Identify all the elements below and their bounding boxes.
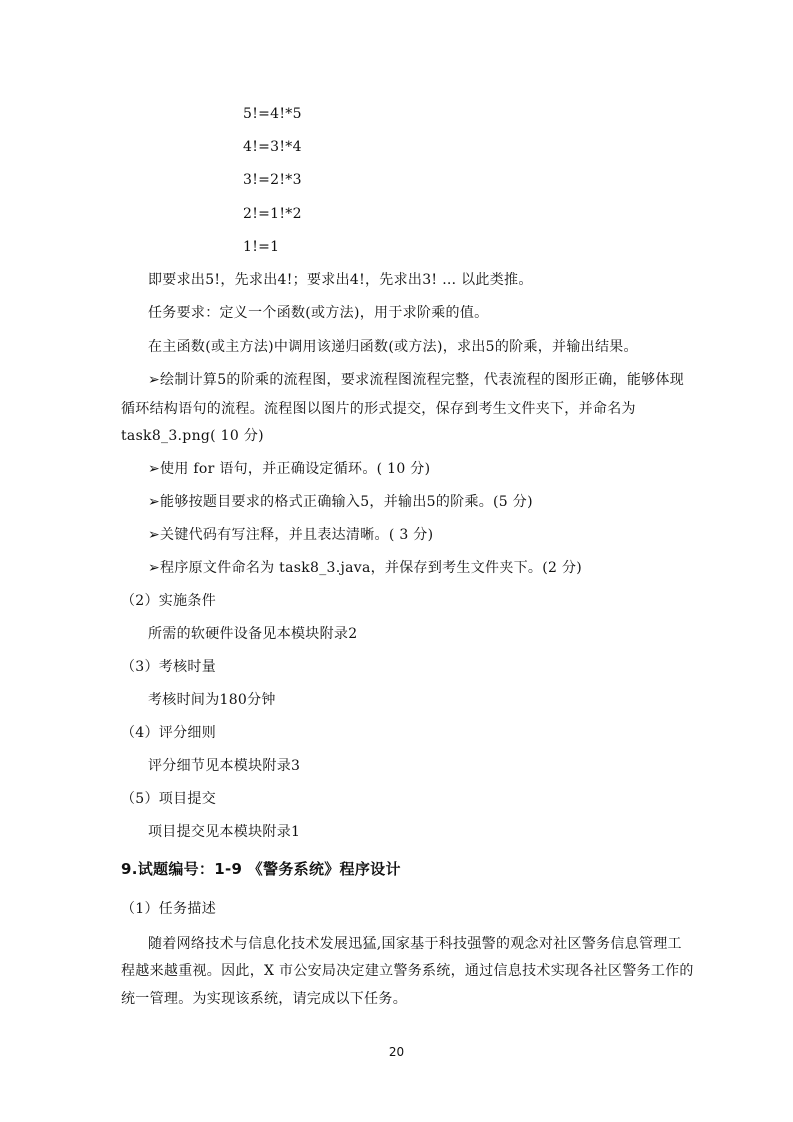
flowchart-requirement-line-1: ➢绘制计算5的阶乘的流程图，要求流程图流程完整，代表流程的图形正确，能够体现 [148, 372, 685, 388]
main-call-paragraph: 在主函数(或主方法)中调用该递归函数(或方法)，求出5的阶乘，并输出结果。 [148, 339, 638, 355]
flowchart-requirement-line-3: task8_3.png( 10 分) [121, 428, 264, 444]
scoring-title: （4）评分细则 [121, 725, 217, 741]
scoring-text: 评分细节见本模块附录3 [148, 758, 301, 774]
time-title: （3）考核时量 [121, 659, 217, 675]
for-loop-requirement: ➢使用 for 语句，并正确设定循环。( 10 分) [148, 461, 431, 477]
analogy-paragraph: 即要求出5!，先求出4!；要求出4!，先求出3! … 以此类推。 [148, 272, 533, 288]
submit-text: 项目提交见本模块附录1 [148, 824, 301, 840]
factorial-line-5: 1!=1 [243, 239, 280, 255]
description-line-3: 统一管理。为实现该系统，请完成以下任务。 [121, 991, 407, 1007]
time-text: 考核时间为180分钟 [148, 692, 276, 708]
factorial-line-2: 4!=3!*4 [243, 139, 302, 155]
page-number: 20 [388, 1045, 405, 1059]
conditions-text: 所需的软硬件设备见本模块附录2 [148, 626, 358, 642]
description-line-1: 随着网络技术与信息化技术发展迅猛,国家基于科技强警的观念对社区警务信息管理工 [148, 936, 682, 952]
submit-title: （5）项目提交 [121, 791, 217, 807]
file-name-requirement: ➢程序原文件命名为 task8_3.java，并保存到考生文件夹下。(2 分) [148, 560, 583, 576]
factorial-line-1: 5!=4!*5 [243, 106, 302, 122]
question-9-heading: 9.试题编号：1-9 《警务系统》程序设计 [121, 860, 401, 878]
flowchart-requirement-line-2: 循环结构语句的流程。流程图以图片的形式提交，保存到考生文件夹下，并命名为 [121, 401, 636, 417]
conditions-title: （2）实施条件 [121, 593, 217, 609]
task-requirement-paragraph: 任务要求：定义一个函数(或方法)，用于求阶乘的值。 [148, 305, 489, 321]
input-output-requirement: ➢能够按题目要求的格式正确输入5，并输出5的阶乘。(5 分) [148, 494, 533, 510]
description-line-2: 程越来越重视。因此，X 市公安局决定建立警务系统，通过信息技术实现各社区警务工作的 [121, 963, 694, 979]
factorial-line-4: 2!=1!*2 [243, 206, 302, 222]
comments-requirement: ➢关键代码有写注释，并且表达清晰。( 3 分) [148, 527, 434, 543]
task-description-title: （1）任务描述 [121, 901, 217, 917]
factorial-line-3: 3!=2!*3 [243, 172, 302, 188]
